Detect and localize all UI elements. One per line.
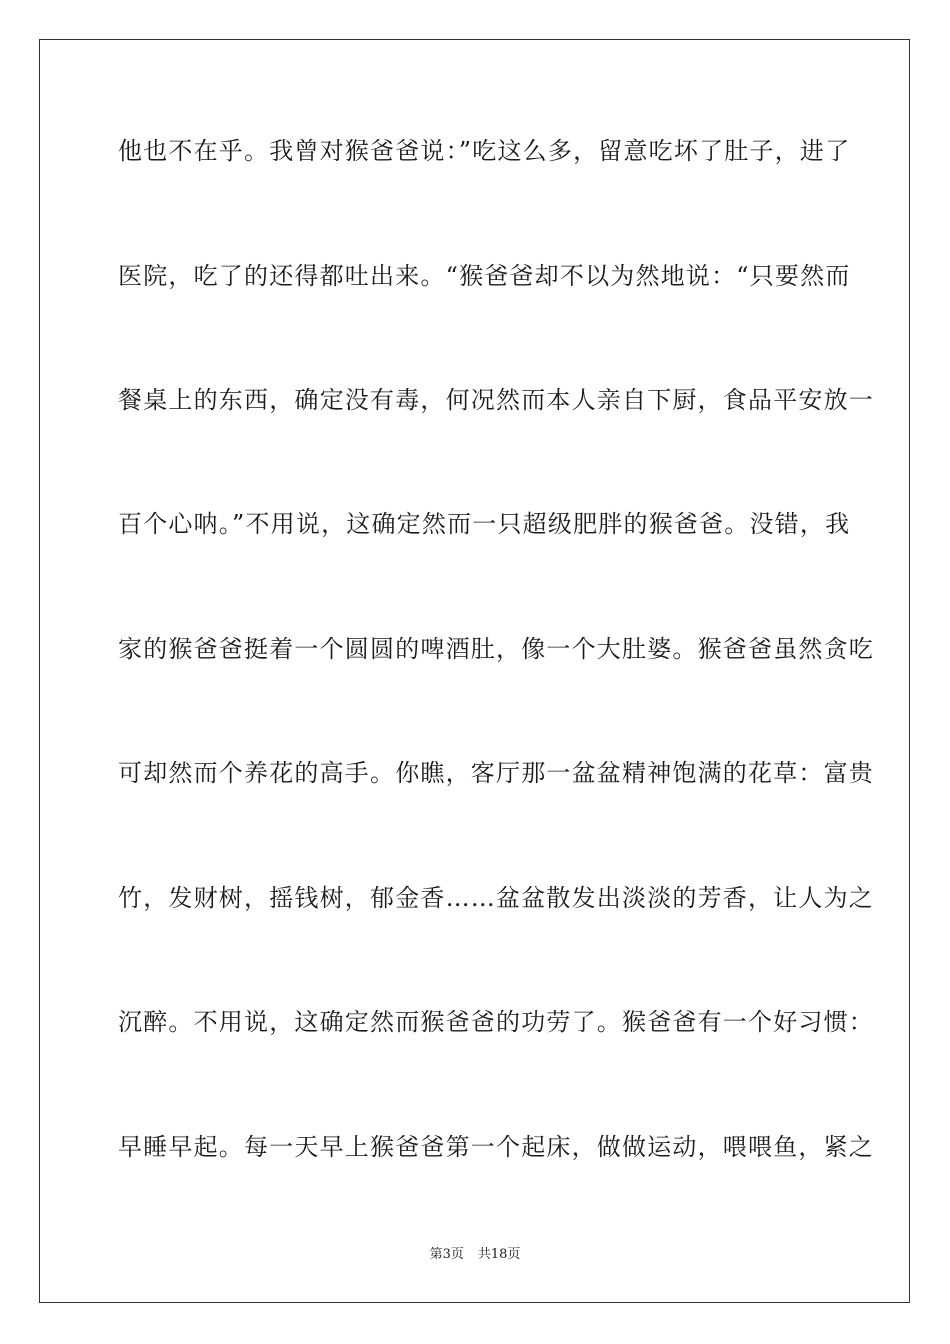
body-text-line: 家的猴爸爸挺着一个圆圆的啤酒肚，像一个大肚婆。猴爸爸虽然贪吃 bbox=[118, 635, 874, 663]
body-text-line: 医院，吃了的还得都吐出来。“猴爸爸却不以为然地说：“只要然而 bbox=[118, 262, 851, 290]
body-text-line: 百个心呐。”不用说，这确定然而一只超级肥胖的猴爸爸。没错，我 bbox=[118, 510, 851, 538]
page-total: 共18页 bbox=[477, 1247, 521, 1262]
page-border bbox=[39, 39, 910, 1303]
body-text-line: 餐桌上的东西，确定没有毒，何况然而本人亲自下厨，食品平安放一 bbox=[118, 386, 874, 414]
page-number: 第3页 bbox=[429, 1247, 464, 1262]
page-footer bbox=[0, 1247, 950, 1263]
body-text-line: 早睡早起。每一天早上猴爸爸第一个起床，做做运动，喂喂鱼，紧之 bbox=[118, 1133, 874, 1161]
body-text-line: 沉醉。不用说，这确定然而猴爸爸的功劳了。猴爸爸有一个好习惯： bbox=[118, 1008, 874, 1036]
body-text-line: 可却然而个养花的高手。你瞧，客厅那一盆盆精神饱满的花草：富贵 bbox=[118, 759, 874, 787]
body-text-line: 他也不在乎。我曾对猴爸爸说：”吃这么多，留意吃坏了肚子，进了 bbox=[118, 137, 851, 165]
body-text-line: 竹，发财树，摇钱树，郁金香……盆盆散发出淡淡的芳香，让人为之 bbox=[118, 884, 874, 912]
